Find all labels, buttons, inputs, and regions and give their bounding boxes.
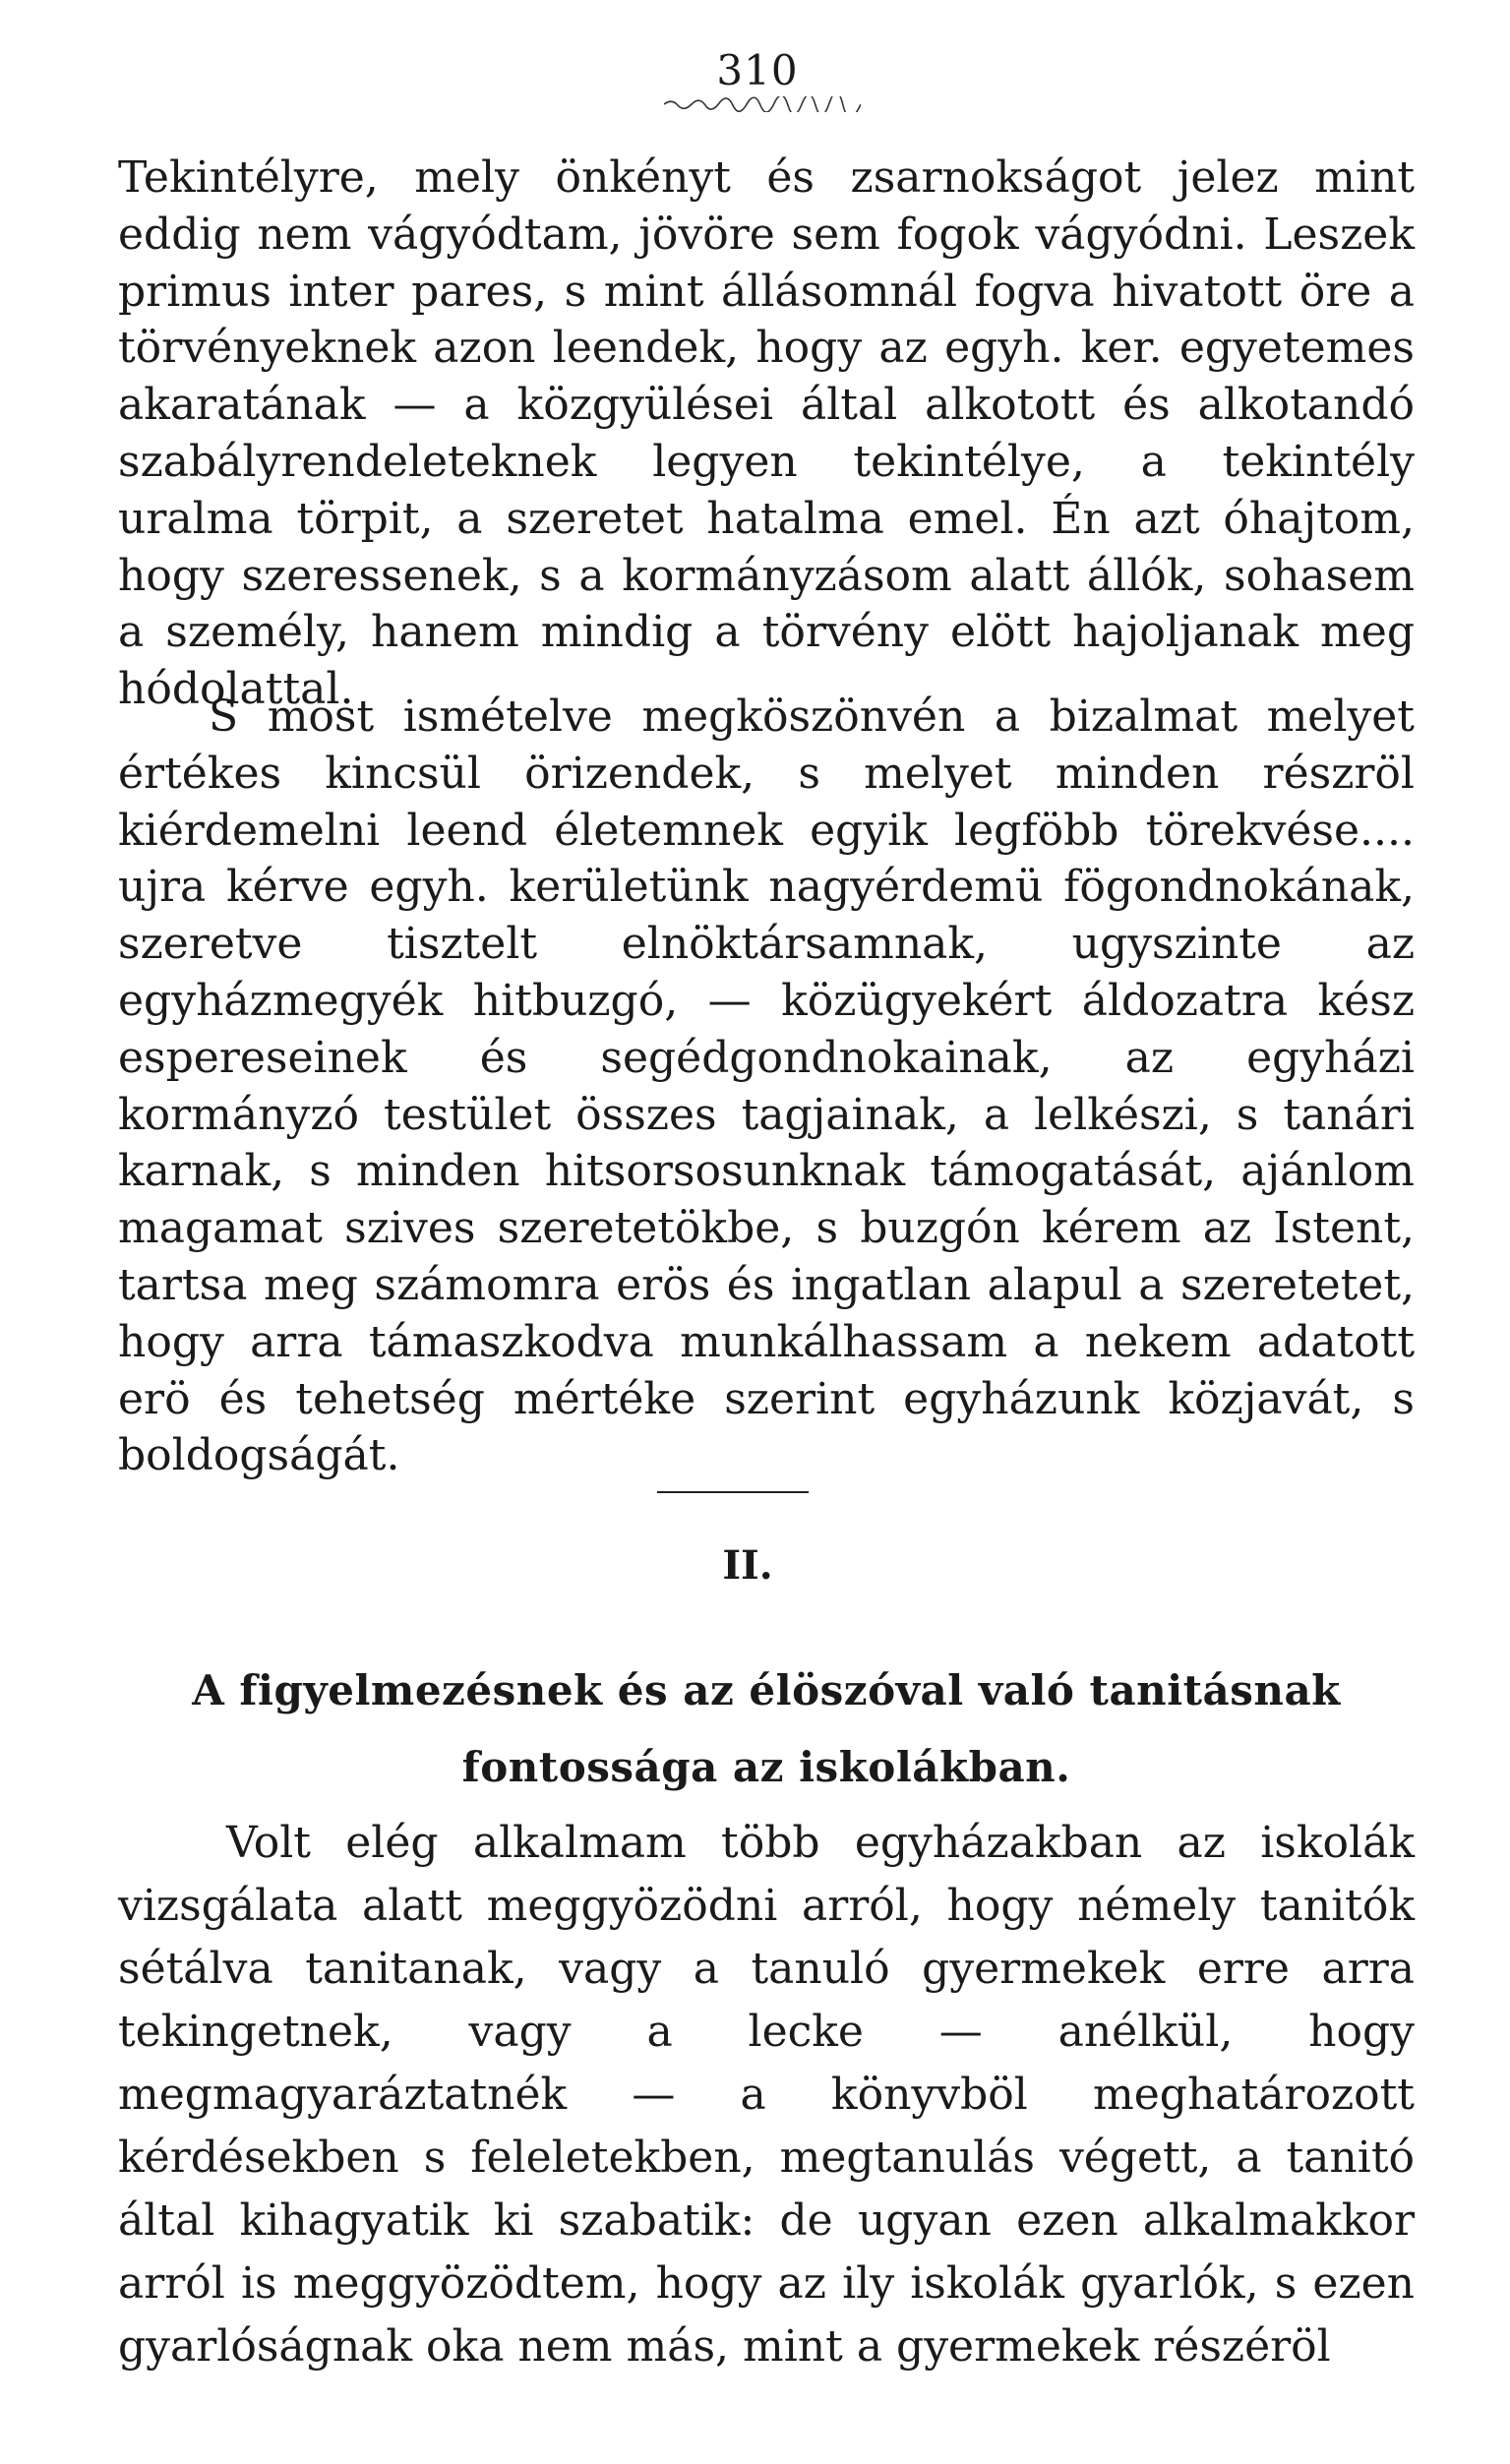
page-number-ornament bbox=[664, 96, 861, 112]
section-number: II. bbox=[722, 1542, 773, 1589]
section-separator bbox=[657, 1491, 809, 1493]
paragraph-2: S most ismételve megköszönvén a bizalmat melyet értékes kincsül örizendek, s melyet minden részröl kiérdemelni leend életemnek egyik legföbb törekvése.... ujra kérve egyh. kerületünk nagyérdemü fögondnokának, szeretve tisztelt elnöktársamnak, ugyszinte az egyházmegyék hitbuzgó, — közügyekért áldozatra kész espereseinek és segédgondnokainak, az egyházi kormányzó testület összes tagjainak, a lelkészi, s tanári karnak, s minden hitsorsosunknak támogatását, ajánlom magamat szives szeretetökbe, s buzgón kérem az Istent, tartsa meg számomra erös és ingatlan alapul a szeretetet, hogy arra támaszkodva munkálhassam a nekem adatott erö és tehetség mértéke szerint egyházunk közjavát, s boldogságát. bbox=[118, 691, 1415, 1481]
section-paragraph: Volt elég alkalmam több egyházakban az iskolák vizsgálata alatt meggyözödni arról, hogy némely tanitók sétálva tanitanak, vagy a tanuló gyermekek erre arra tekingetnek, vagy a lecke — anélkül, hogy megmagyaráztatnék — a könyvböl meghatározott kérdésekben s feleletekben, megtanulás végett, a tanitó által kihagyatik ki szabatik: de ugyan ezen alkalmakkor arról is meggyözödtem, hogy az ily iskolák gyarlók, s ezen gyarlóságnak oka nem más, mint a gyermekek részéröl bbox=[118, 1818, 1415, 2372]
page-number: 310 bbox=[716, 46, 799, 94]
section-heading: A figyelmezésnek és az élöszóval való tanitásnak fontossága az iskolákban. bbox=[192, 1666, 1341, 1791]
paragraph-1: Tekintélyre, mely önkényt és zsarnokságot jelez mint eddig nem vágyódtam, jövöre sem fogok vágyódni. Leszek primus inter pares, s mint állásomnál fogva hivatott öre a törvényeknek azon leendek, hogy az egyh. ker. egyetemes akaratának — a közgyülései által alkotott és alkotandó szabályrendeleteknek legyen tekintélye, a tekintély uralma törpit, a szeretet hatalma emel. Én azt óhajtom, hogy szeressenek, s a kormányzásom alatt állók, sohasem a személy, hanem mindig a törvény elött hajoljanak meg hódolattal. bbox=[118, 152, 1415, 715]
